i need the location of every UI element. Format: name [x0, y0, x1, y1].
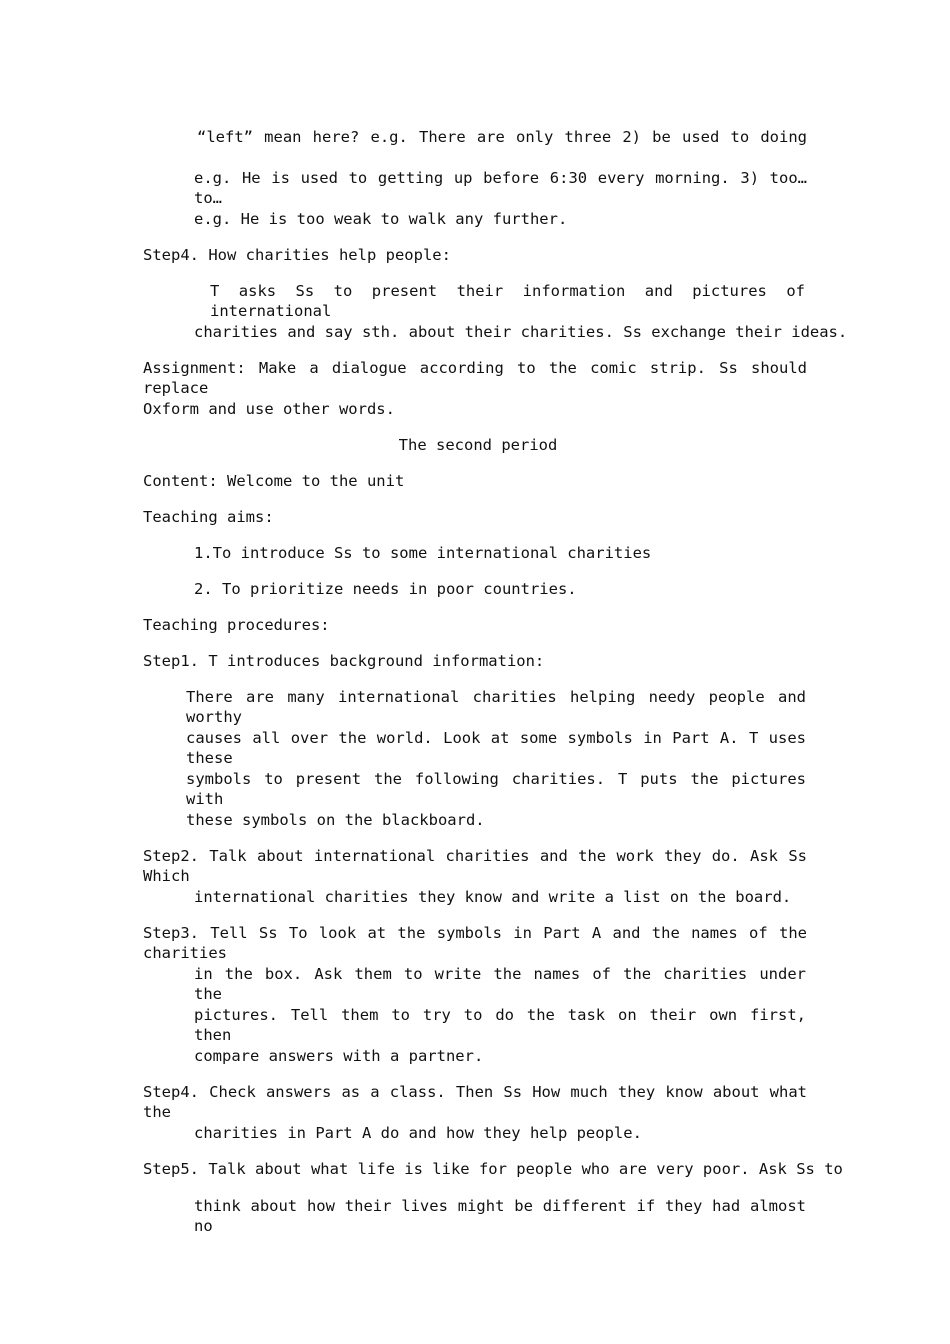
step-heading: Step1. T introduces background information: — [143, 652, 545, 670]
text-line: charities and say sth. about their charities. Ss exchange their ideas. — [194, 323, 848, 341]
text-line: these symbols on the blackboard. — [186, 811, 485, 829]
text-line: There are many international charities helping needy people and worthy — [186, 688, 806, 726]
text-line: e.g. He is too weak to walk any further. — [194, 210, 568, 228]
text-line: in the box. Ask them to write the names of the charities under the — [194, 965, 806, 1003]
text-line: pictures. Tell them to try to do the task on their own first, then — [194, 1006, 806, 1044]
text-line: think about how their lives might be different if they had almost no — [194, 1197, 806, 1235]
assignment-line: Assignment: Make a dialogue according to the comic strip. Ss should replace — [143, 359, 807, 397]
step-line: Step3. Tell Ss To look at the symbols in Part A and the names of the charities — [143, 924, 807, 962]
step-heading: Step4. How charities help people: — [143, 246, 451, 264]
procedures-heading: Teaching procedures: — [143, 616, 330, 634]
step-line: Step2. Talk about international charities and the work they do. Ask Ss Which — [143, 847, 807, 885]
content-line: Content: Welcome to the unit — [143, 472, 405, 490]
text-line: compare answers with a partner. — [194, 1047, 484, 1065]
step-line: Step5. Talk about what life is like for people who are very poor. Ask Ss to — [143, 1160, 843, 1178]
text-line: causes all over the world. Look at some symbols in Part A. T uses these — [186, 729, 806, 767]
aims-heading: Teaching aims: — [143, 508, 274, 526]
text-line: e.g. He is used to getting up before 6:30 every morning. 3) too…to… — [194, 169, 807, 207]
section-title: The second period — [398, 436, 558, 454]
text-line: Oxform and use other words. — [143, 400, 395, 418]
text-line: international charities they know and write a list on the board. — [194, 888, 792, 906]
text-line: “left” mean here? e.g. There are only three 2) be used to doing — [197, 128, 807, 146]
aim-item: 1.To introduce Ss to some international charities — [194, 544, 652, 562]
aim-item: 2. To prioritize needs in poor countries. — [194, 580, 577, 598]
text-line: symbols to present the following charities. T puts the pictures with — [186, 770, 806, 808]
step-line: Step4. Check answers as a class. Then Ss How much they know about what the — [143, 1083, 807, 1121]
text-line: T asks Ss to present their information and pictures of international — [210, 282, 805, 320]
text-line: charities in Part A do and how they help people. — [194, 1124, 642, 1142]
